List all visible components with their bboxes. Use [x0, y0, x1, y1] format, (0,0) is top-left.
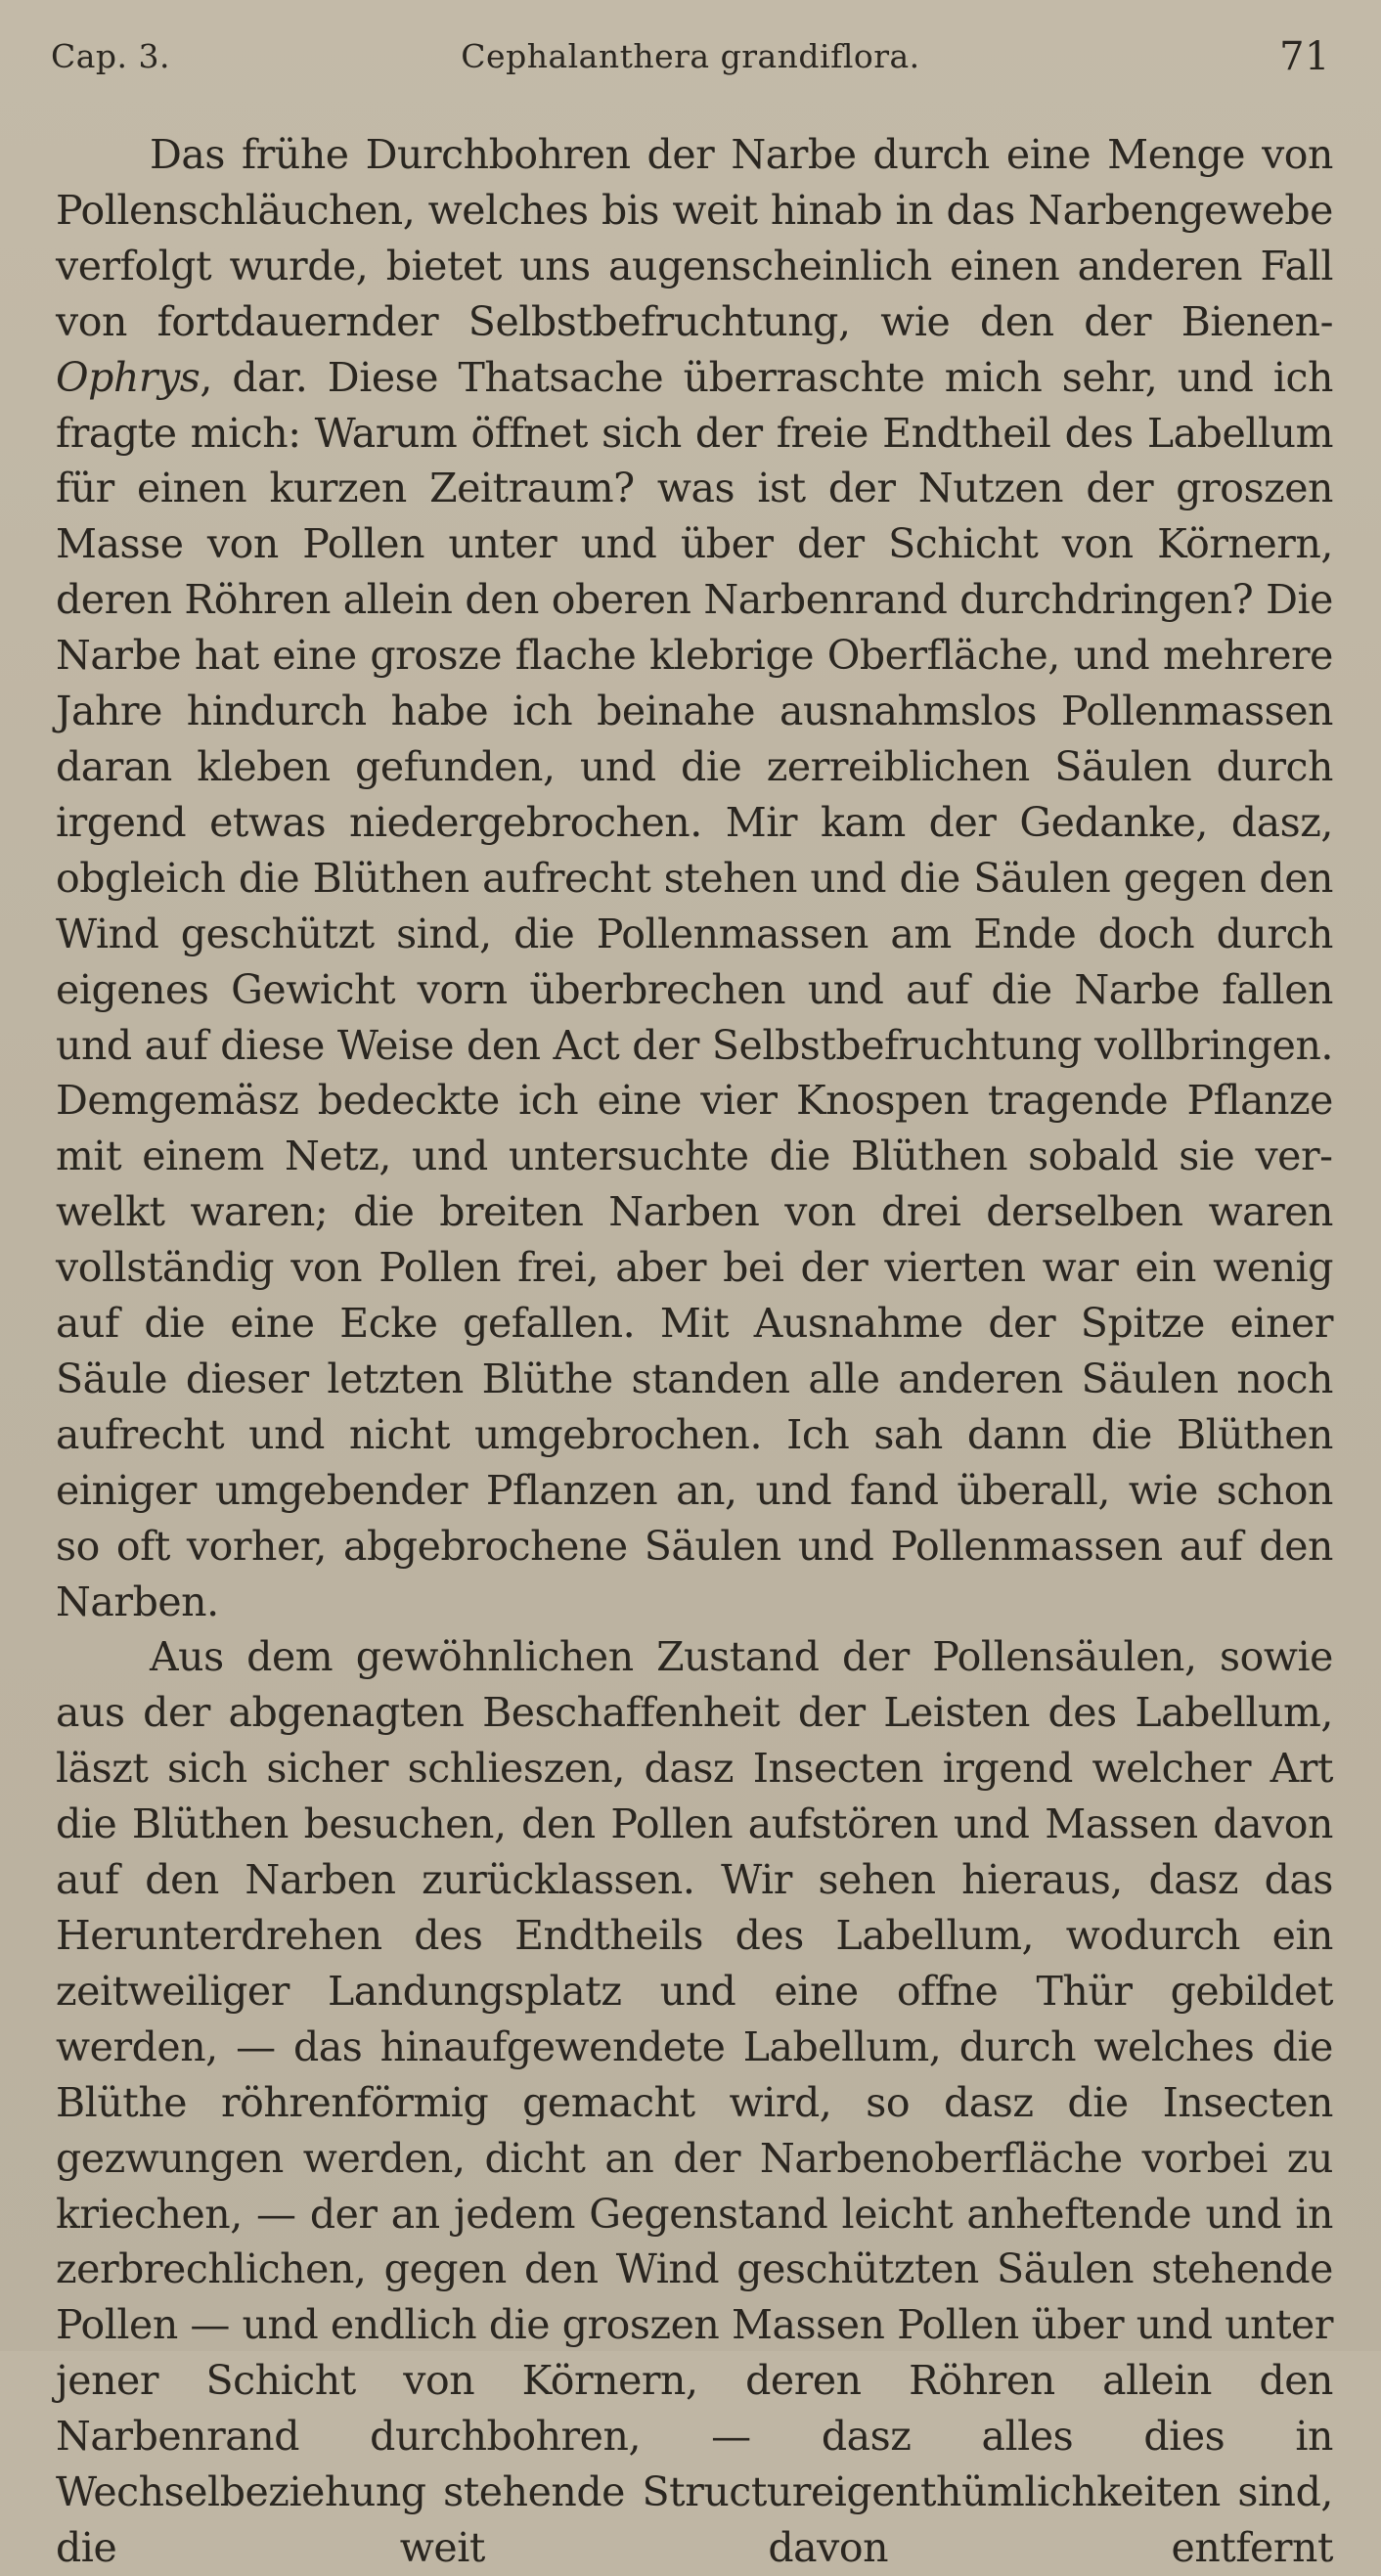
body-text [56, 127, 1333, 2576]
chapter-label: Cap. 3. [51, 37, 171, 75]
paragraph-2: Aus dem gewöhnlichen Zustand der Pollensäulen, sowie aus der abgenagten Beschaffenheit der Leisten des Labellum, läszt sich sicher schlieszen, dasz Insecten irgend welcher Art die Blüthen besuchen, den Pollen aufstören und Massen davon auf den Narben zurücklassen. Wir sehen hieraus, dasz das Herunterdrehen des Endtheils des Labellum, wodurch ein zeitweiliger Landungsplatz und eine offne Thür gebildet werden, — das hinaufgewendete Labellum, durch welches die Blüthe röhrenförmig gemacht wird, so dasz die Insecten gezwungen werden, dicht an der Narbenoberfläche vorbei zu kriechen, — der an jedem Gegenstand leicht anheftende und in zerbrechlichen, gegen den Wind geschützten Säulen stehende Pollen — und endlich die groszen Massen Pollen über und unter jener Schicht von Körnern, deren Röhren allein den Narbenrand durchbohren, — dasz alles dies in Wechselbeziehung stehende Structureigenthümlichkeiten sind, die weit davon entfernt [56, 1633, 1333, 2571]
page-header [51, 29, 1330, 98]
page-number: 71 [1279, 34, 1330, 79]
paragraph-1 [56, 127, 1333, 1629]
paragraph-1-text-after: , dar. Diese Thatsache überraschte mich sehr, und ich fragte mich: Warum öffnet sich der freie Endtheil des Labellum für einen kurzen Zeitraum? was ist der Nutzen der groszen Masse von Pollen unter und über der Schicht von Körnern, deren Röhren allein den oberen Narbenrand durchdringen? Die Narbe hat eine grosze flache klebrige Oberfläche, und mehrere Jahre hindurch habe ich beinahe ausnahmslos Pollenmassen daran kleben gefunden, und die zerreiblichen Säulen durch irgend etwas niedergebrochen. Mir kam der Gedanke, dasz, obgleich die Blüthen aufrecht stehen und die Säulen gegen den Wind geschützt sind, die Pollenmassen am Ende doch durch eigenes Gewicht vorn überbrechen und auf die Narbe fallen und auf diese Weise den Act der Selbstbefruchtung vollbringen. Demgemäsz bedeckte ich eine vier Knospen tragende Pflanze mit einem Netz, und untersuchte die Blüthen sobald sie verwelkt waren; die breiten Narben von drei derselben waren vollständig von Pollen frei, aber bei der vierten war ein wenig auf die eine Ecke gefallen. Mit Ausnahme der Spitze einer Säule dieser letzten Blüthe standen alle anderen Säulen noch aufrecht und nicht umgebrochen. Ich sah dann die Blüthen einiger umgebender Pflanzen an, und fand überall, wie schon so oft vorher, abgebrochene Säulen und Pollenmassen auf den Narben. [56, 353, 1333, 1625]
paragraph-1-text-before: Das frühe Durchbohren der Narbe durch eine Menge von Pollenschläuchen, welches bis weit hinab in das Narbengewebe verfolgt wurde, bietet uns augenscheinlich einen anderen Fall von fortdauernder Selbstbefruchtung, wie den der Bienen- [56, 131, 1333, 345]
paragraph-1-italic-term: Ophrys [56, 353, 200, 401]
running-title: Cephalanthera grandiflora. [461, 37, 920, 75]
